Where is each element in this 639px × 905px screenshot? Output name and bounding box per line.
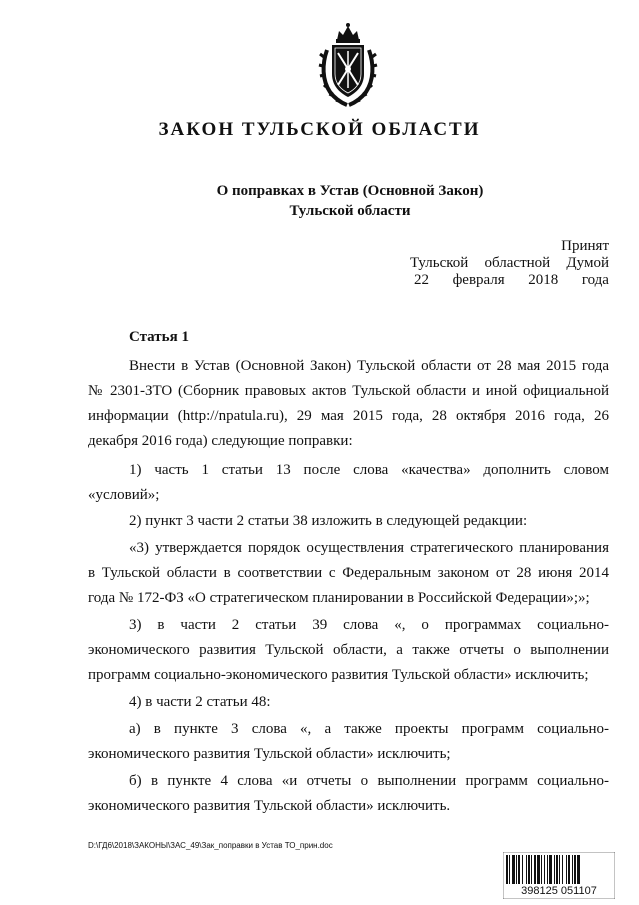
adopted-by: Тульской областной Думой (410, 255, 609, 271)
item-3-line-2: экономического развития Тульской области, а также отчеты о выполнении (88, 642, 609, 658)
adopted-label: Принят (561, 238, 609, 254)
adoption-date (414, 272, 609, 289)
intro-line-4: декабря 2016 года) следующие поправки: (88, 433, 353, 449)
law-subtitle-line-1: О поправках в Устав (Основной Закон) (216, 183, 484, 199)
file-path-footer: D:\ГД6\2018\ЗАКОНЫ\ЗАС_49\Зак_поправки в Устав ТО_прин.doc (88, 841, 333, 850)
coat-of-arms-emblem (318, 22, 378, 108)
intro-line-3: информации (http://npatula.ru), 29 мая 2015 года, 28 октября 2016 года, 26 (88, 408, 609, 424)
adoption-month: февраля (452, 272, 505, 288)
law-subtitle-line-2: Тульской области (289, 203, 411, 219)
item-4a-line-1: а) в пункте 3 слова «, а также проекты программ социально- (129, 721, 609, 737)
item-4b-line-2: экономического развития Тульской области» исключить. (88, 798, 451, 814)
item-2: 2) пункт 3 части 2 статьи 38 изложить в следующей редакции: (129, 513, 528, 529)
item-4: 4) в части 2 статьи 48: (129, 694, 271, 710)
law-title: ЗАКОН ТУЛЬСКОЙ ОБЛАСТИ (158, 119, 481, 140)
item-4a-line-2: экономического развития Тульской области» исключить; (88, 746, 451, 762)
item-1-line-1: 1) часть 1 статьи 13 после слова «качества» дополнить словом (129, 462, 609, 478)
adoption-year-word: года (581, 272, 609, 288)
item-4b-line-1: б) в пункте 4 слова «и отчеты о выполнении программ социально- (129, 773, 609, 789)
item-2-quote-line-1: «3) утверждается порядок осуществления стратегического планирования (129, 540, 609, 556)
adoption-day: 22 (414, 272, 429, 288)
intro-line-2: № 2301-ЗТО (Сборник правовых актов Тульской области и иной официальной (88, 383, 609, 399)
item-3-line-1: 3) в части 2 статьи 39 слова «, о программах социально- (129, 617, 609, 633)
item-3-line-3: программ социально-экономического развития Тульской области» исключить; (88, 667, 589, 683)
adoption-year: 2018 (528, 272, 559, 288)
item-1-line-2: «условий»; (88, 487, 160, 503)
article-heading: Статья 1 (129, 329, 189, 345)
item-2-quote-line-3: года № 172-ФЗ «О стратегическом планировании в Российской Федерации»;»; (88, 590, 590, 606)
item-2-quote-line-2: в Тульской области в соответствии с Федеральным законом от 28 июня 2014 (88, 565, 609, 581)
barcode-number: 398125 051107 (505, 884, 613, 898)
intro-line-1: Внести в Устав (Основной Закон) Тульской области от 28 мая 2015 года (129, 358, 609, 374)
